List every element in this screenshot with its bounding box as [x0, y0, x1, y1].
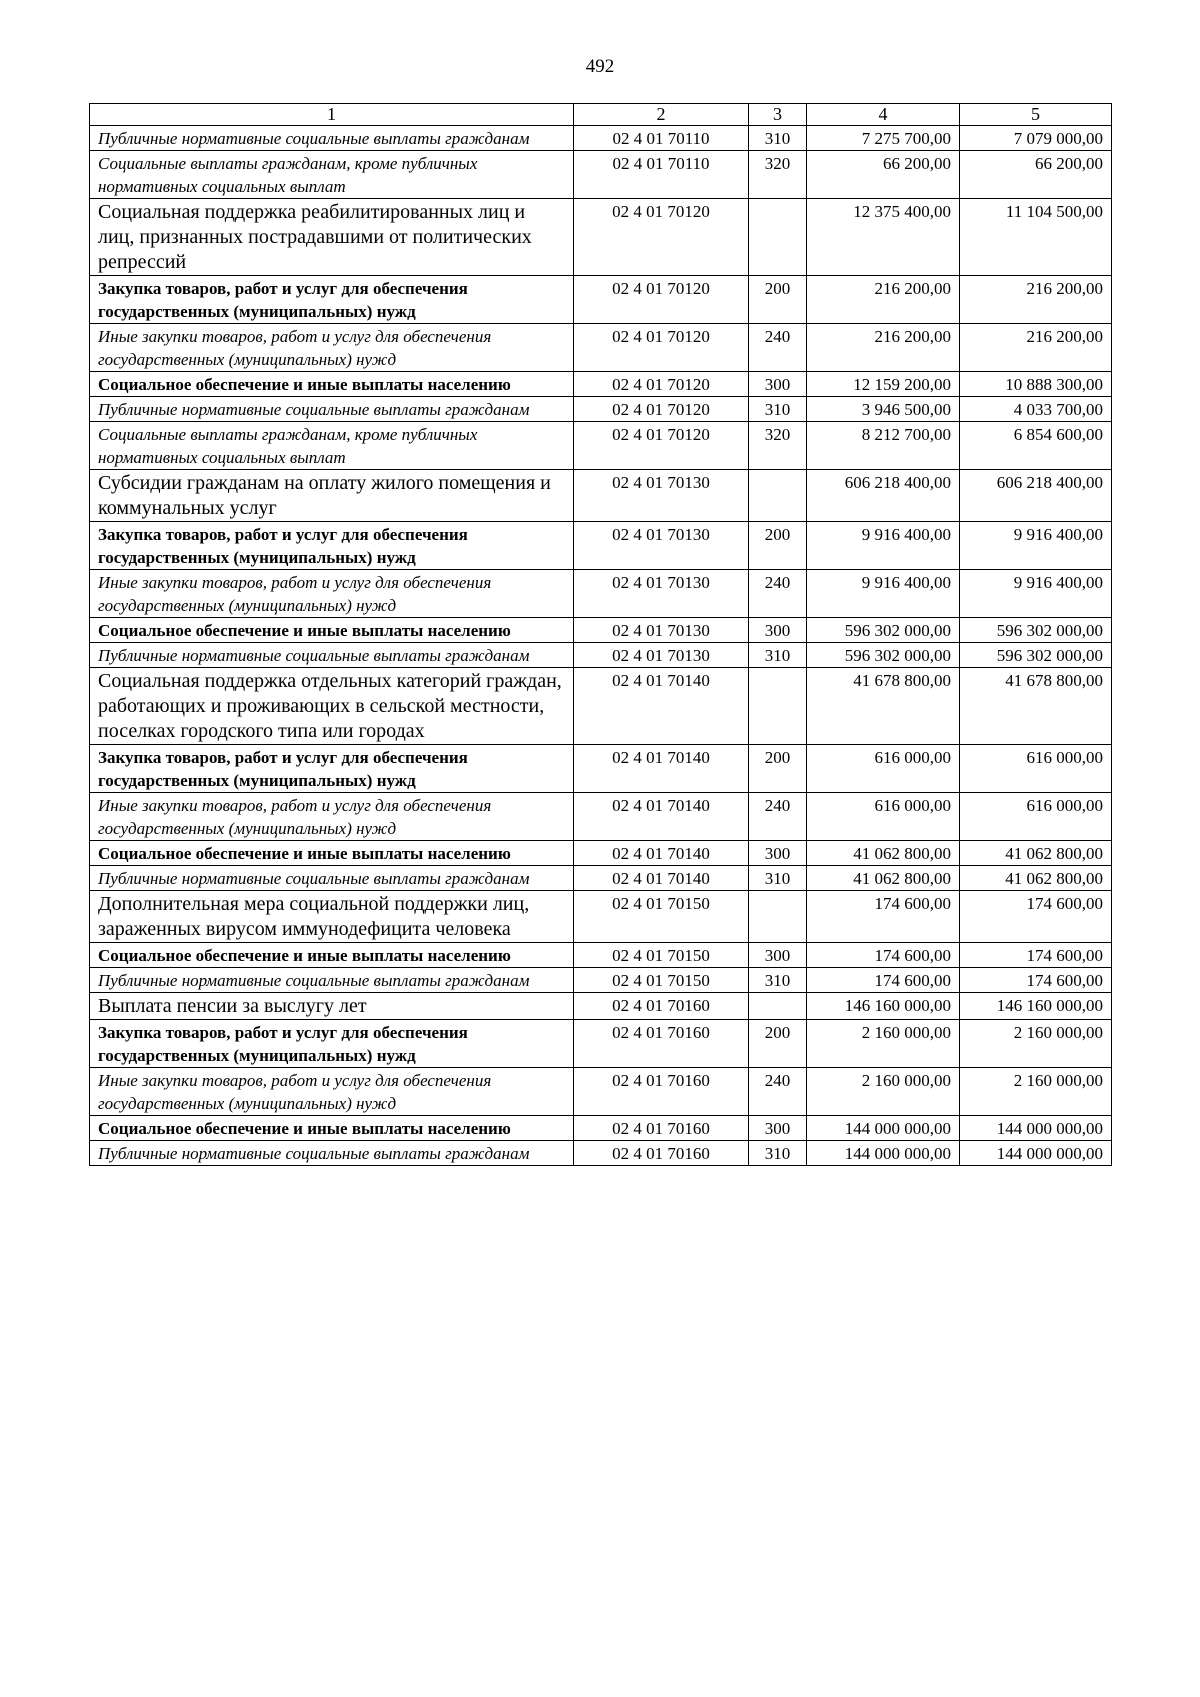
row-name-cell: Социальная поддержка отдельных категорий граждан, работающих и проживающих в сельской местности, поселках городского типа или городах — [90, 668, 574, 745]
row-value-year2-cell: 216 200,00 — [960, 276, 1112, 324]
row-code-cell: 02 4 01 70160 — [574, 1068, 749, 1116]
row-type-cell: 240 — [749, 324, 807, 372]
row-value-year1-cell: 2 160 000,00 — [807, 1068, 960, 1116]
row-name-cell: Социальные выплаты гражданам, кроме публичных нормативных социальных выплат — [90, 422, 574, 470]
row-value-year2-cell: 144 000 000,00 — [960, 1116, 1112, 1141]
row-name-cell: Закупка товаров, работ и услуг для обеспечения государственных (муниципальных) нужд — [90, 745, 574, 793]
header-cell-year1: 4 — [807, 104, 960, 126]
header-cell-name: 1 — [90, 104, 574, 126]
row-value-year1-cell: 616 000,00 — [807, 793, 960, 841]
table-row — [90, 943, 1112, 968]
row-value-year2-cell: 174 600,00 — [960, 943, 1112, 968]
row-type-cell: 320 — [749, 422, 807, 470]
row-value-year2-cell: 616 000,00 — [960, 745, 1112, 793]
table-row — [90, 470, 1112, 522]
row-value-year2-cell: 41 062 800,00 — [960, 841, 1112, 866]
row-name-cell: Социальные выплаты гражданам, кроме публичных нормативных социальных выплат — [90, 151, 574, 199]
table-row — [90, 570, 1112, 618]
row-value-year2-cell: 11 104 500,00 — [960, 199, 1112, 276]
row-name-cell: Субсидии гражданам на оплату жилого помещения и коммунальных услуг — [90, 470, 574, 522]
row-code-cell: 02 4 01 70130 — [574, 522, 749, 570]
row-type-cell: 240 — [749, 793, 807, 841]
row-code-cell: 02 4 01 70140 — [574, 841, 749, 866]
row-value-year2-cell: 616 000,00 — [960, 793, 1112, 841]
row-code-cell: 02 4 01 70130 — [574, 643, 749, 668]
row-name-cell: Социальное обеспечение и иные выплаты населению — [90, 943, 574, 968]
table-header-row — [90, 104, 1112, 126]
row-name-cell: Дополнительная мера социальной поддержки лиц, зараженных вирусом иммунодефицита человека — [90, 891, 574, 943]
row-name-cell: Публичные нормативные социальные выплаты гражданам — [90, 866, 574, 891]
row-value-year1-cell: 41 062 800,00 — [807, 866, 960, 891]
row-type-cell — [749, 470, 807, 522]
row-value-year2-cell: 4 033 700,00 — [960, 397, 1112, 422]
row-value-year1-cell: 9 916 400,00 — [807, 570, 960, 618]
table-row — [90, 324, 1112, 372]
row-value-year1-cell: 66 200,00 — [807, 151, 960, 199]
row-type-cell: 300 — [749, 372, 807, 397]
row-name-cell: Иные закупки товаров, работ и услуг для обеспечения государственных (муниципальных) нужд — [90, 324, 574, 372]
row-name-cell: Публичные нормативные социальные выплаты гражданам — [90, 968, 574, 993]
row-value-year1-cell: 216 200,00 — [807, 324, 960, 372]
row-name-cell: Публичные нормативные социальные выплаты гражданам — [90, 397, 574, 422]
row-code-cell: 02 4 01 70160 — [574, 1020, 749, 1068]
row-value-year2-cell: 10 888 300,00 — [960, 372, 1112, 397]
row-value-year1-cell: 3 946 500,00 — [807, 397, 960, 422]
row-code-cell: 02 4 01 70120 — [574, 199, 749, 276]
header-cell-year2: 5 — [960, 104, 1112, 126]
row-name-cell: Социальное обеспечение и иные выплаты населению — [90, 372, 574, 397]
row-name-cell: Публичные нормативные социальные выплаты гражданам — [90, 643, 574, 668]
row-value-year1-cell: 7 275 700,00 — [807, 126, 960, 151]
row-code-cell: 02 4 01 70120 — [574, 422, 749, 470]
row-name-cell: Иные закупки товаров, работ и услуг для обеспечения государственных (муниципальных) нужд — [90, 1068, 574, 1116]
row-code-cell: 02 4 01 70150 — [574, 943, 749, 968]
row-type-cell: 240 — [749, 570, 807, 618]
row-type-cell: 310 — [749, 126, 807, 151]
row-type-cell — [749, 993, 807, 1020]
row-value-year1-cell: 216 200,00 — [807, 276, 960, 324]
row-value-year1-cell: 596 302 000,00 — [807, 618, 960, 643]
row-value-year2-cell: 596 302 000,00 — [960, 643, 1112, 668]
row-value-year1-cell: 144 000 000,00 — [807, 1141, 960, 1166]
row-value-year1-cell: 8 212 700,00 — [807, 422, 960, 470]
row-code-cell: 02 4 01 70140 — [574, 866, 749, 891]
row-type-cell: 300 — [749, 943, 807, 968]
row-type-cell: 200 — [749, 745, 807, 793]
row-value-year2-cell: 596 302 000,00 — [960, 618, 1112, 643]
table-row — [90, 422, 1112, 470]
row-value-year1-cell: 596 302 000,00 — [807, 643, 960, 668]
row-type-cell: 320 — [749, 151, 807, 199]
row-type-cell: 240 — [749, 1068, 807, 1116]
row-type-cell: 300 — [749, 841, 807, 866]
page-number: 492 — [585, 56, 615, 77]
budget-table-body — [90, 104, 1112, 1166]
row-name-cell: Закупка товаров, работ и услуг для обеспечения государственных (муниципальных) нужд — [90, 522, 574, 570]
row-value-year1-cell: 41 062 800,00 — [807, 841, 960, 866]
table-row — [90, 618, 1112, 643]
row-value-year2-cell: 7 079 000,00 — [960, 126, 1112, 151]
row-code-cell: 02 4 01 70130 — [574, 470, 749, 522]
row-value-year1-cell: 616 000,00 — [807, 745, 960, 793]
budget-table — [89, 103, 1112, 1166]
row-code-cell: 02 4 01 70120 — [574, 276, 749, 324]
row-type-cell: 310 — [749, 1141, 807, 1166]
row-type-cell: 300 — [749, 618, 807, 643]
row-name-cell: Иные закупки товаров, работ и услуг для обеспечения государственных (муниципальных) нужд — [90, 793, 574, 841]
table-row — [90, 668, 1112, 745]
row-code-cell: 02 4 01 70160 — [574, 1116, 749, 1141]
row-type-cell — [749, 891, 807, 943]
row-value-year2-cell: 6 854 600,00 — [960, 422, 1112, 470]
header-cell-type: 3 — [749, 104, 807, 126]
row-value-year1-cell: 9 916 400,00 — [807, 522, 960, 570]
row-value-year2-cell: 174 600,00 — [960, 891, 1112, 943]
row-value-year1-cell: 606 218 400,00 — [807, 470, 960, 522]
row-name-cell: Публичные нормативные социальные выплаты гражданам — [90, 1141, 574, 1166]
table-row — [90, 522, 1112, 570]
row-name-cell: Социальное обеспечение и иные выплаты населению — [90, 1116, 574, 1141]
row-value-year2-cell: 606 218 400,00 — [960, 470, 1112, 522]
row-type-cell: 200 — [749, 276, 807, 324]
row-type-cell: 200 — [749, 1020, 807, 1068]
table-row — [90, 1020, 1112, 1068]
row-type-cell: 310 — [749, 397, 807, 422]
row-code-cell: 02 4 01 70120 — [574, 372, 749, 397]
row-value-year1-cell: 146 160 000,00 — [807, 993, 960, 1020]
table-row — [90, 151, 1112, 199]
row-value-year1-cell: 144 000 000,00 — [807, 1116, 960, 1141]
row-value-year2-cell: 41 062 800,00 — [960, 866, 1112, 891]
table-row — [90, 968, 1112, 993]
row-value-year2-cell: 144 000 000,00 — [960, 1141, 1112, 1166]
row-name-cell: Закупка товаров, работ и услуг для обеспечения государственных (муниципальных) нужд — [90, 276, 574, 324]
row-name-cell: Социальное обеспечение и иные выплаты населению — [90, 841, 574, 866]
table-row — [90, 1116, 1112, 1141]
row-value-year2-cell: 9 916 400,00 — [960, 570, 1112, 618]
row-code-cell: 02 4 01 70160 — [574, 993, 749, 1020]
table-row — [90, 866, 1112, 891]
row-value-year2-cell: 174 600,00 — [960, 968, 1112, 993]
row-code-cell: 02 4 01 70130 — [574, 618, 749, 643]
row-code-cell: 02 4 01 70160 — [574, 1141, 749, 1166]
row-code-cell: 02 4 01 70150 — [574, 968, 749, 993]
row-code-cell: 02 4 01 70110 — [574, 151, 749, 199]
table-row — [90, 1141, 1112, 1166]
row-value-year1-cell: 174 600,00 — [807, 891, 960, 943]
row-name-cell: Выплата пенсии за выслугу лет — [90, 993, 574, 1020]
table-row — [90, 397, 1112, 422]
table-row — [90, 126, 1112, 151]
row-value-year2-cell: 9 916 400,00 — [960, 522, 1112, 570]
row-value-year1-cell: 12 159 200,00 — [807, 372, 960, 397]
table-row — [90, 643, 1112, 668]
table-row — [90, 199, 1112, 276]
row-value-year2-cell: 2 160 000,00 — [960, 1020, 1112, 1068]
row-value-year2-cell: 216 200,00 — [960, 324, 1112, 372]
row-type-cell: 300 — [749, 1116, 807, 1141]
table-row — [90, 891, 1112, 943]
table-row — [90, 793, 1112, 841]
table-row — [90, 745, 1112, 793]
row-type-cell: 310 — [749, 866, 807, 891]
table-row — [90, 1068, 1112, 1116]
row-value-year1-cell: 12 375 400,00 — [807, 199, 960, 276]
row-code-cell: 02 4 01 70120 — [574, 324, 749, 372]
row-name-cell: Публичные нормативные социальные выплаты гражданам — [90, 126, 574, 151]
row-name-cell: Закупка товаров, работ и услуг для обеспечения государственных (муниципальных) нужд — [90, 1020, 574, 1068]
row-name-cell: Иные закупки товаров, работ и услуг для обеспечения государственных (муниципальных) нужд — [90, 570, 574, 618]
row-code-cell: 02 4 01 70110 — [574, 126, 749, 151]
row-value-year2-cell: 146 160 000,00 — [960, 993, 1112, 1020]
header-cell-code: 2 — [574, 104, 749, 126]
table-row — [90, 841, 1112, 866]
row-type-cell — [749, 668, 807, 745]
row-value-year2-cell: 41 678 800,00 — [960, 668, 1112, 745]
row-type-cell: 310 — [749, 643, 807, 668]
row-value-year2-cell: 66 200,00 — [960, 151, 1112, 199]
row-type-cell: 310 — [749, 968, 807, 993]
row-type-cell: 200 — [749, 522, 807, 570]
row-code-cell: 02 4 01 70150 — [574, 891, 749, 943]
row-value-year1-cell: 174 600,00 — [807, 943, 960, 968]
row-value-year2-cell: 2 160 000,00 — [960, 1068, 1112, 1116]
row-value-year1-cell: 174 600,00 — [807, 968, 960, 993]
table-row — [90, 372, 1112, 397]
row-value-year1-cell: 2 160 000,00 — [807, 1020, 960, 1068]
row-code-cell: 02 4 01 70140 — [574, 745, 749, 793]
row-name-cell: Социальное обеспечение и иные выплаты населению — [90, 618, 574, 643]
table-row — [90, 993, 1112, 1020]
row-name-cell: Социальная поддержка реабилитированных лиц и лиц, признанных пострадавшими от политических репрессий — [90, 199, 574, 276]
row-value-year1-cell: 41 678 800,00 — [807, 668, 960, 745]
row-code-cell: 02 4 01 70130 — [574, 570, 749, 618]
row-code-cell: 02 4 01 70140 — [574, 793, 749, 841]
table-row — [90, 276, 1112, 324]
row-code-cell: 02 4 01 70120 — [574, 397, 749, 422]
row-type-cell — [749, 199, 807, 276]
row-code-cell: 02 4 01 70140 — [574, 668, 749, 745]
